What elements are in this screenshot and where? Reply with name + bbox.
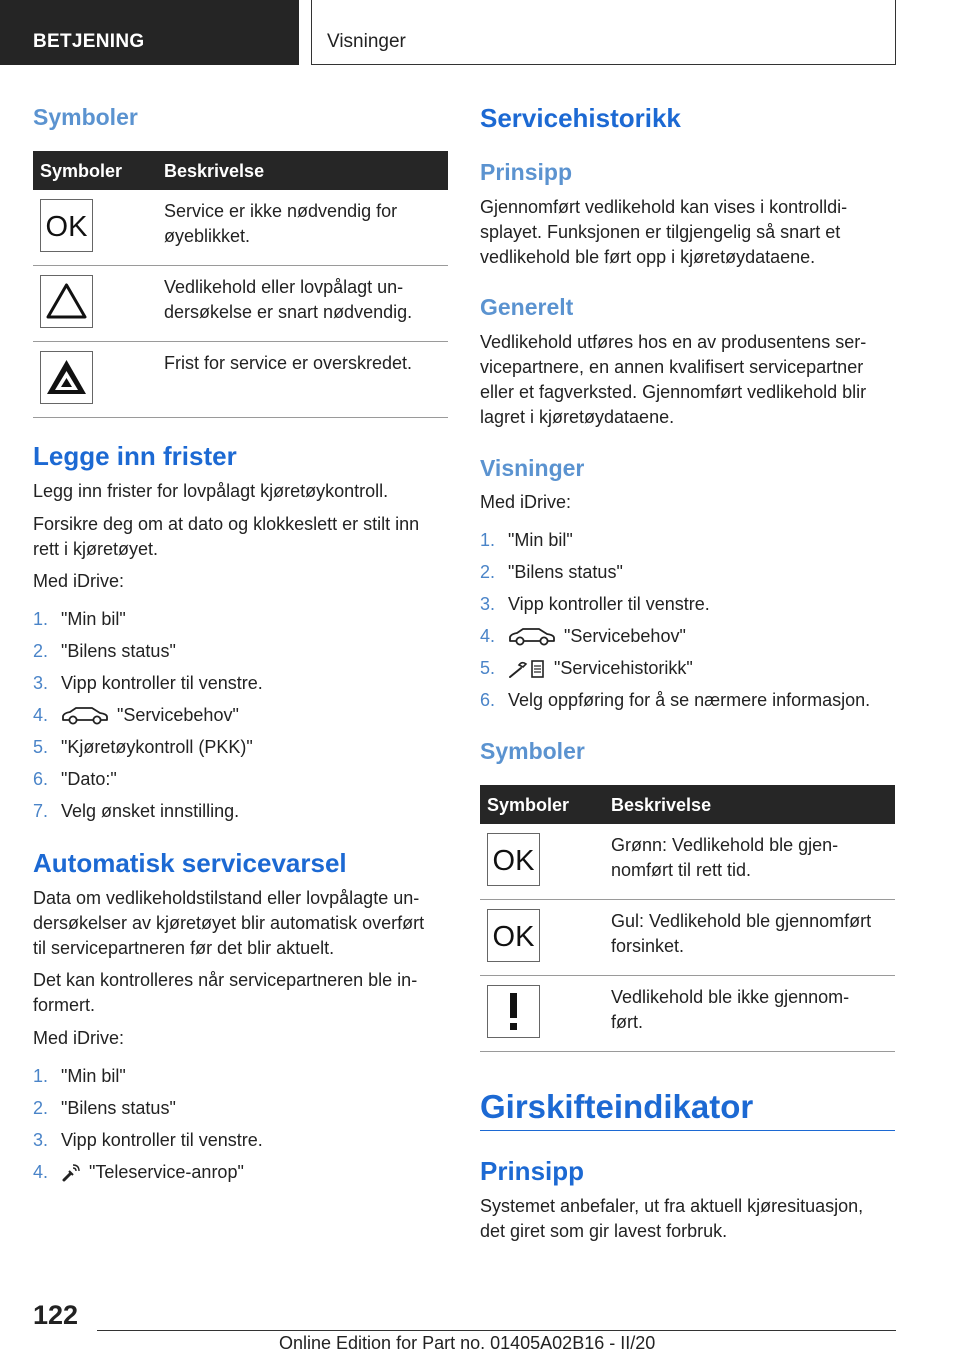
symbols-table-right	[480, 785, 895, 1052]
row-description: Vedlikehold ble ikke gjennom- ført.	[611, 987, 850, 1032]
header-chapter: Visninger	[311, 0, 896, 65]
paragraph: Med iDrive:	[480, 492, 572, 512]
svg-text:OK: OK	[492, 845, 535, 877]
gear-principle-heading: Prinsipp	[480, 1156, 585, 1186]
paragraph: Data om vedlikeholdstilstand eller lovpålagte un- dersøkelser av kjøretøyet blir automatisk overført til servicepartneren før det blir aktuelt.	[33, 888, 425, 958]
table-row	[33, 266, 448, 342]
list-item: 1. "Min bil"	[33, 1066, 126, 1086]
footer-rule	[97, 1330, 896, 1331]
list-item: 2. "Bilens status"	[33, 641, 176, 661]
general-heading: Generelt	[480, 294, 574, 320]
edition-text: Online Edition for Part no. 01405A02B16 - II/20	[279, 1333, 656, 1353]
paragraph: Systemet anbefaler, ut fra aktuell kjøresituasjon, det giret som gir lavest forbruk.	[480, 1196, 864, 1241]
principle-heading: Prinsipp	[480, 159, 573, 185]
table-row	[33, 190, 448, 266]
hazard-triangle-icon	[40, 351, 93, 404]
paragraph: Med iDrive:	[33, 571, 125, 591]
col-symbols: Symboler	[40, 161, 123, 181]
paragraph: Med iDrive:	[33, 1028, 125, 1048]
views-heading: Visninger	[480, 455, 585, 481]
paragraph: Forsikre deg om at dato og klokkeslett er stilt inn rett i kjøretøyet.	[33, 514, 420, 559]
svg-text:OK: OK	[492, 921, 535, 953]
history-heading: Servicehistorikk	[480, 103, 681, 133]
paragraph: Det kan kontrolleres når servicepartneren ble in- formert.	[33, 970, 418, 1015]
paragraph: Vedlikehold utføres hos en av produsentens ser- vicepartnere, en annen kvalifisert servicepartner eller et fagverksted. Gjennomført vedlikehold blir lagret i kjøretøydataene.	[480, 332, 867, 427]
header-section: BETJENING	[0, 0, 299, 65]
ok-icon	[487, 909, 540, 962]
list-item: 5. "Kjøretøykontroll (PKK)"	[33, 737, 253, 757]
list-item: 4. "Teleservice-anrop"	[33, 1162, 244, 1182]
col-symbols: Symboler	[487, 795, 570, 815]
table-row	[33, 342, 448, 418]
list-item: 4. "Servicebehov"	[480, 626, 686, 646]
ok-icon	[40, 199, 93, 252]
list-item: 3. Vipp kontroller til venstre.	[33, 1130, 263, 1150]
page-number: 122	[33, 1300, 79, 1330]
paragraph: Gjennomført vedlikehold kan vises i kontrolldi- splayet. Funksjonen er tilgjengelig så snart et vedlikehold ble ført opp i kjøretøydataene.	[480, 197, 848, 267]
deadlines-heading: Legge inn frister	[33, 441, 237, 471]
symbols-table-left	[33, 151, 448, 418]
list-item: 5. "Servicehistorikk"	[480, 656, 895, 681]
paragraph: Legg inn frister for lovpålagt kjøretøykontroll.	[33, 481, 389, 501]
exclamation-icon	[487, 985, 540, 1038]
service-history-icon	[508, 658, 546, 680]
teleservice-icon	[61, 1163, 81, 1183]
heading-rule	[480, 1130, 895, 1131]
col-description: Beskrivelse	[164, 161, 265, 181]
list-item: 6. Velg oppføring for å se nærmere informasjon.	[480, 690, 871, 710]
row-description: Grønn: Vedlikehold ble gjen- nomført til rett tid.	[611, 835, 839, 880]
svg-text:OK: OK	[45, 211, 88, 243]
gear-heading: Girskifteindikator	[480, 1088, 754, 1125]
car-icon	[508, 627, 556, 647]
table-row	[480, 976, 895, 1052]
auto-heading: Automatisk servicevarsel	[33, 848, 347, 878]
table-row	[480, 900, 895, 976]
table-header	[480, 785, 895, 824]
table-row	[480, 824, 895, 900]
row-description: Vedlikehold eller lovpålagt un- dersøkelse er snart nødvendig.	[164, 277, 413, 322]
row-description: Gul: Vedlikehold ble gjennomført forsinket.	[611, 911, 872, 956]
car-icon	[61, 706, 109, 726]
row-description: Service er ikke nødvendig for øyeblikket.	[164, 201, 398, 246]
list-item: 7. Velg ønsket innstilling.	[33, 801, 240, 821]
symbols-heading-left: Symboler	[33, 104, 138, 130]
ok-icon	[487, 833, 540, 886]
list-item: 3. Vipp kontroller til venstre.	[33, 673, 263, 693]
list-item: 6. "Dato:"	[33, 769, 117, 789]
row-description: Frist for service er overskredet.	[164, 353, 413, 373]
symbols-heading-right: Symboler	[480, 738, 585, 764]
warning-triangle-icon	[40, 275, 93, 328]
list-item: 2. "Bilens status"	[480, 562, 623, 582]
list-item: 4. "Servicebehov"	[33, 705, 239, 725]
table-header	[33, 151, 448, 190]
list-item: 3. Vipp kontroller til venstre.	[480, 594, 710, 614]
list-item: 1. "Min bil"	[33, 609, 126, 629]
col-description: Beskrivelse	[611, 795, 712, 815]
list-item: 2. "Bilens status"	[33, 1098, 176, 1118]
list-item: 1. "Min bil"	[480, 530, 573, 550]
